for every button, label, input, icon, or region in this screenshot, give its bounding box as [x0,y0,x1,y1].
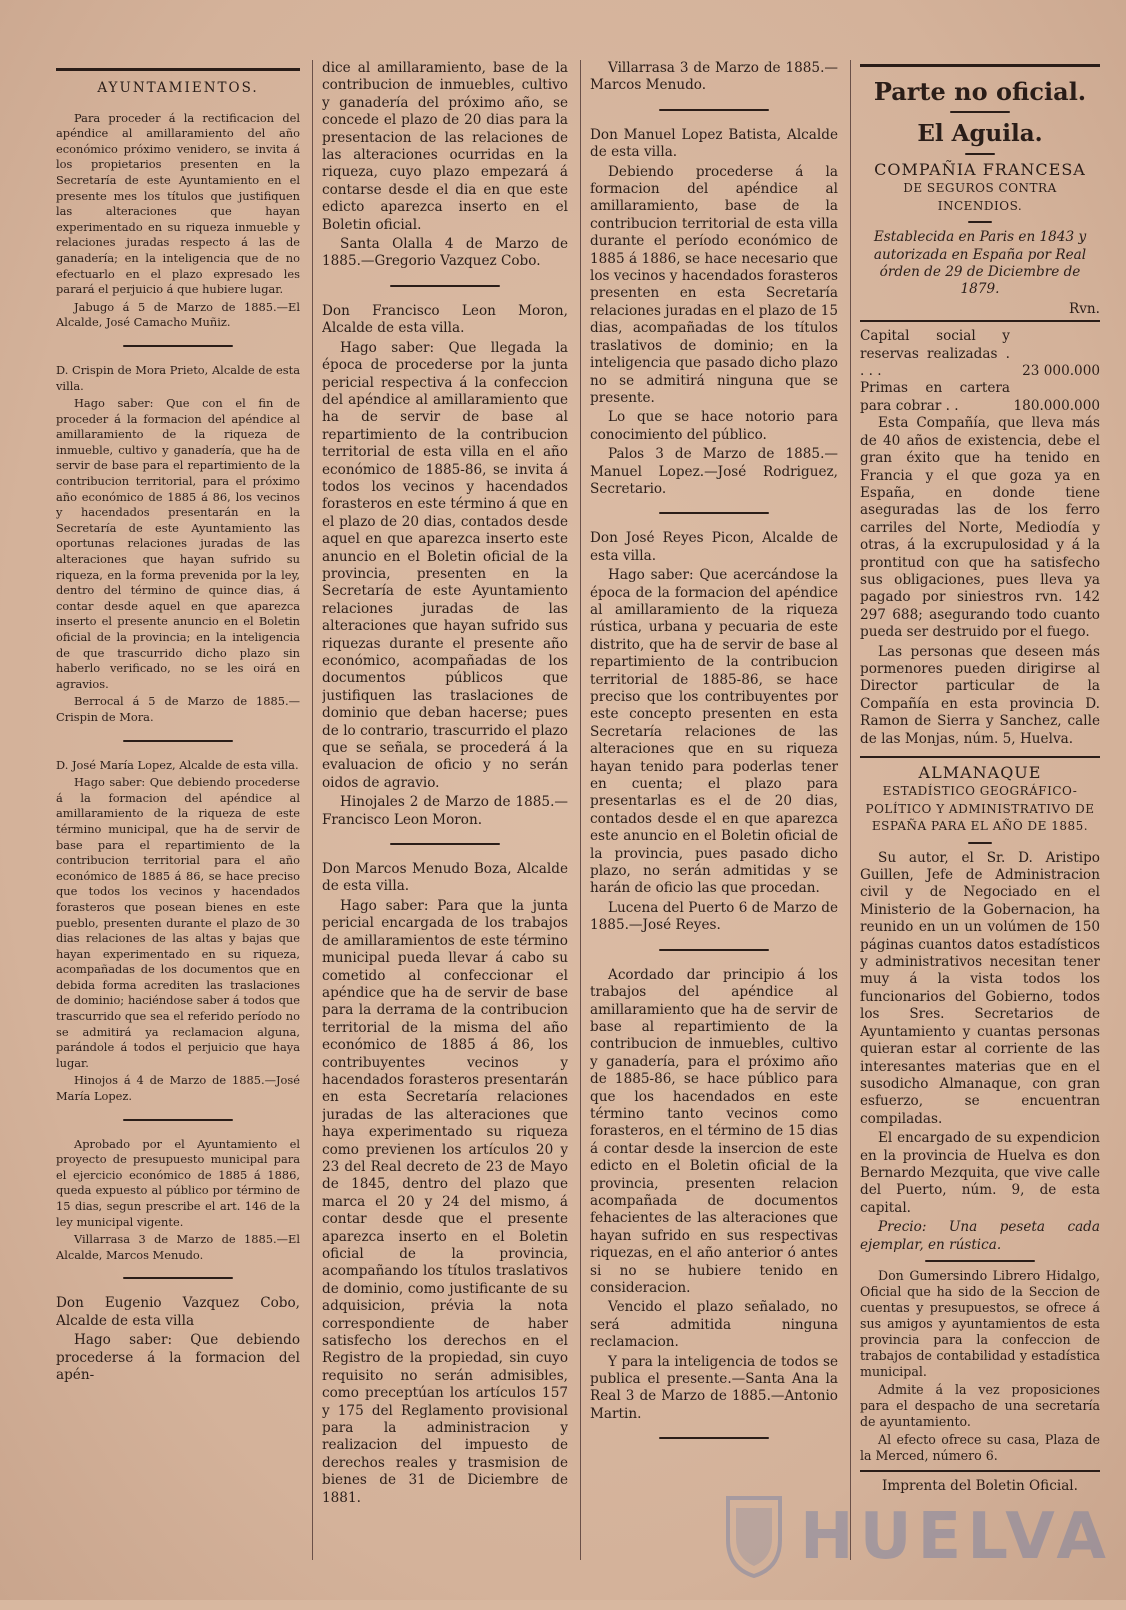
section-heading: AYUNTAMIENTOS. [97,80,259,96]
separator [968,842,992,844]
notice-villarrasa-signature: Villarrasa 3 de Marzo de 1885.—Marcos Menudo. [590,60,838,94]
separator [123,1277,233,1279]
separator [659,109,769,111]
separator [123,740,233,742]
almanac-title: ALMANAQUE [918,763,1042,782]
separator [968,221,992,223]
notice-hinojos: D. José María Lopez, Alcalde de esta villa. Hago saber: Que debiendo procederse á la formacion del apéndice al amillaramiento de la riqueza de este término municipal, que ha de servir de base para el repartimiento de la contribucion territorial para el año económico de 1885 á 86, se hace preciso que todos los vecinos y hacendados forasteros que posean bienes en este pueblo, presenten durante el plazo de 30 dias relaciones de las altas y bajas que hayan experimentado en su riqueza, acompañadas de los documentos que en debida forma acrediten las traslaciones de dominio; haciéndose saber á todos que trascurrido que sea el referido período no se admitirá ya reclamacion alguna, parándole á todos el perjuicio que haya lugar. Hinojos á 4 de Marzo de 1885.—José María Lopez. [56,757,300,1104]
notice-hinojales: Don Francisco Leon Moron, Alcalde de esta villa. Hago saber: Que llegada la época de procederse por la junta pericial respectiva á la confeccion del apéndice al amillaramiento que ha de servir de base al repartimiento de la contribucion territorial de esta villa en el año económico de 1885-86, se invita á todos los vecinos y hacendados forasteros en este término á que en el plazo de 20 dias, contados desde aquel en que aparezca inserto este anuncio en el Boletin oficial de la provincia, presenten en la Secretaría de este Ayuntamiento relaciones juradas de las alteraciones que hayan sufrido sus riquezas durante el presente año económico, acompañadas de los documentos públicos que justifiquen las traslaciones de dominio que deban hacerse; pues de lo contrario, trascurrido el plazo que se señala, se procederá á la evaluacion de oficio y no serán oidos de agravio. Hinojales 2 de Marzo de 1885.—Francisco Leon Moron. [322,302,568,828]
notice-santa-olalla-start: Don Eugenio Vazquez Cobo, Alcalde de esta villa Hago saber: Que debiendo procederse á la formacion del apén- [56,1295,300,1383]
notice-santa-olalla-end: dice al amillaramiento, base de la contribucion de inmuebles, cultivo y ganadería del próximo año, se concede el plazo de 20 dias para la presentacion de las relaciones de las alteraciones ocurridas en la riqueza, cuyo plazo empezará á contarse desde el dia en que este edicto aparezca inserto en el Boletin oficial. Santa Olalla 4 de Marzo de 1885.—Gregorio Vazquez Cobo. [322,60,568,270]
notice-palos: Don Manuel Lopez Batista, Alcalde de esta villa. Debiendo procederse á la formacion del apéndice al amillaramiento, base de la contribucion territorial de esta villa durante el período económico de 1885 á 1886, se hace necesario que los vecinos y hacendados forasteros presenten en esta Secretaría relaciones juradas en el plazo de 15 dias, acompañadas de los títulos traslativos de dominio; en la inteligencia que pasado dicho plazo no se admitirá ninguna que se presente. Lo que se hace notorio para conocimiento del público. Palos 3 de Marzo de 1885.—Manuel Lopez.—José Rodriguez, Secretario. [590,126,838,497]
column-divider [312,60,313,1560]
column-divider [580,60,581,1560]
separator [965,153,995,155]
notice-villarrasa-budget: Aprobado por el Ayuntamiento el proyecto de presupuesto municipal para el ejercicio económico de 1885 á 1886, queda expuesto al público por término de 15 dias, segun prescribe el art. 146 de la ley municipal vigente. Villarrasa 3 de Marzo de 1885.—El Alcalde, Marcos Menudo. [56,1136,300,1262]
almanac-subtitle: ESTADÍSTICO GEOGRÁFICO-POLÍTICO Y ADMINISTRATIVO DE ESPAÑA PARA EL AÑO DE 1885. [865,784,1095,834]
company-established: Establecida en Paris en 1843 y autorizada en España por Real órden de 29 de Diciembre de 1879. [873,229,1087,298]
separator [659,512,769,514]
separator [123,1119,233,1121]
separator [659,1437,769,1439]
rule [860,756,1100,758]
section-title: Parte no oficial. [873,77,1087,106]
currency-label: Rvn. [1069,300,1100,317]
rule [860,320,1100,322]
column-2 [322,60,568,1580]
capital-row: Capital social y reservas realizadas . . . . 23 000.000 [860,328,1100,380]
crest-stamp-icon [722,1488,786,1578]
column-1 [56,60,300,1580]
advert-title: El Aguila. [917,120,1043,147]
separator [659,949,769,951]
separator [390,285,500,287]
top-rule [860,64,1100,67]
librero-notice: Don Gumersindo Librero Hidalgo, Oficial que ha sido de la Seccion de cuentas y presupuestos, se ofrece á sus amigos y ayuntamientos de esta provincia para la confeccion de trabajos de contabilidad y estadística municipal. Admite á la vez proposiciones para el despacho de una secretaría de ayuntamiento. Al efecto ofrece su casa, Plaza de la Merced, número 6. [860,1267,1100,1463]
column-divider [850,60,851,1560]
separator [950,111,1010,113]
company-name: COMPAÑIA FRANCESA [874,160,1086,179]
rule [860,1470,1100,1472]
notice-santa-ana: Acordado dar principio á los trabajos del apéndice al amillaramiento que ha de servir de base al repartimiento de la contribucion de inmuebles, cultivo y ganadería, para el próximo año de 1885-86, se hace público para que los hacendados en este término tanto vecinos como forasteros, en el término de 15 dias á contar desde la insercion de este edicto en el Boletin oficial de la provincia, presenten relacion acompañada de documentos fehacientes de las alteraciones que hayan sufrido en sus respectivas riquezas, en el año anterior ó antes si no se hubiere tenido en consideracion. Vencido el plazo señalado, no será admitida ninguna reclamacion. Y para la inteligencia de todos se publica el presente.—Santa Ana la Real 3 de Marzo de 1885.—Antonio Martin. [590,966,838,1422]
notice-villarrasa: Don Marcos Menudo Boza, Alcalde de esta villa. Hago saber: Para que la junta pericial encargada de los trabajos de amillaramientos de este término municipal pueda llevar á cabo su cometido al confeccionar el apéndice que ha de servir de base para la derrama de la contribucion territorial de la misma del año económico de 1885 á 86, los contribuyentes vecinos y hacendados forasteros presentarán en esta Secretaría relaciones juradas de las alteraciones que haya experimentado su riqueza como previenen los artículos 20 y 23 del Real decreto de 23 de Mayo de 1845, dentro del plazo que marca el 20 y 24 del mismo, á contar desde que el presente aparezca inserto en el Boletin oficial de la provincia, acompañando los títulos traslativos de dominio, como justificante de su adquisicion, prévia la nota correspondiente de haber satisfecho los derechos en el Registro de la propiedad, sin cuyo requisito no serán admisibles, como preceptúan los artículos 157 y 175 del Reglamento provisional para la administracion y realizacion del impuesto de derechos reales y trasmision de bienes de 31 de Diciembre de 1881. [322,861,568,1506]
column-3 [590,60,838,1580]
separator [390,843,500,845]
huelva-stamp: HUELVA [800,1500,1112,1574]
company-subtitle: DE SEGUROS CONTRA INCENDIOS. [903,181,1057,213]
column-4: Parte no oficial. El Aguila. COMPAÑIA FRANCESA DE SEGUROS CONTRA INCENDIOS. Establecida en Paris en 1843 y autorizada en España por Real órden de 29 de Diciembre de 1879. Rvn. Capital social y reservas realizadas . . . . 23 000.000 Primas en cartera para cobrar . . 180.000.000 Esta Compañía, que lleva más de 40 años de existencia, debe el gran éxito que ha tenido en Francia y el que goza ya en España, en donde tiene aseguradas las de los ferro carriles del Norte, Mediodía y otras, á la excrupulosidad y á la prontitud con que ha satisfecho sus obligaciones, pues lleva ya pagado por siniestros rvn. 142 297 688; asegurando todo cuanto pueda ser destruido por el fuego. Las personas que deseen más pormenores pueden dirigirse al Director particular de la Compañía en esta provincia D. Ramon de Sierra y Sanchez, calle de las Monjas, núm. 5, Huelva. ALMANAQUE ESTADÍSTICO GEOGRÁFICO-POLÍTICO Y ADMINISTRATIVO DE ESPAÑA PARA EL AÑO DE 1885. Su autor, el Sr. D. Aristipo Guillen, Jefe de Administracion civil y de Negociado en el Ministerio de la Gobernacion, ha reunido en un un volúmen de 150 páginas cuantos datos estadísticos y administrativos necesitan tener muy á la vista todos los funcionarios del Gobierno, todos los Sres. Secretarios de Ayuntamiento y cuantas personas quieran estar al corriente de las interesantes materias que en el susodicho Almanaque, con gran esfuerzo, se encuentran compiladas. El encargado de su expendicion en la provincia de Huelva es don Bernardo Mezquita, que vive calle del Puerto, núm. 9, de esta capital. Precio: Una peseta cada ejemplar, en rústica. Don Gumersindo Librero Hidalgo, Oficial que ha sido de la Seccion de cuentas y presupuestos, se ofrece á sus amigos y ayuntamientos de esta provincia para la confeccion de trabajos de contabilidad y estadística municipal. Admite á la vez proposiciones para el despacho de una secretaría de ayuntamiento. Al efecto ofrece su casa, Plaza de la Merced, número 6. Imprenta del Boletin Oficial. [860,60,1100,1580]
notice-lucena: Don José Reyes Picon, Alcalde de esta villa. Hago saber: Que acercándose la época de la formacion del apéndice al amillaramiento de la riqueza rústica, urbana y pecuaria de este distrito, que ha de servir de base al repartimiento de la contribucion territorial de 1885-86, se hace preciso que los contribuyentes por este concepto presenten en esta Secretaría relaciones de las alteraciones que en su riqueza hayan tenido para poderlas tener en cuenta; el plazo para presentarlas es el de 20 dias, contados desde el en que aparezca este anuncio en el Boletin oficial de la provincia, pues pasado dicho plazo, no serán admitidas y se harán de oficio las que procedan. Lucena del Puerto 6 de Marzo de 1885.—José Reyes. [590,530,838,934]
notice-jabugo: Para proceder á la rectificacion del apéndice al amillaramiento del año económico próximo venidero, se invita á los propietarios presenten en la Secretaría de este Ayuntamiento en el presente mes los títulos que justifiquen las alteraciones que hayan experimentado en su riqueza inmueble y relaciones juradas respecto á las de ganadería; en la inteligencia que de no efectuarlo en el plazo expresado les parará el perjuicio á que hubiere lugar. Jabugo á 5 de Marzo de 1885.—El Alcalde, José Camacho Muñiz. [56,110,300,330]
notice-berrocal: D. Crispin de Mora Prieto, Alcalde de esta villa. Hago saber: Que con el fin de proceder á la formacion del apéndice al amillaramiento de la riqueza de inmueble, cultivo y ganadería, que ha de servir de base para el repartimiento de la contribucion territorial, para el próximo año económico de 1885 á 86, los vecinos y hacendados presentarán en la Secretaría de este Ayuntamiento las oportunas relaciones juradas de las alteraciones que hayan sufrido su riqueza, en la forma prevenida por la ley, dentro del término de quince dias, á contar desde aquel en que aparezca inserto el presente anuncio en el Boletin oficial de la provincia; en la inteligencia de que trascurrido dicho plazo sin haberlo verificado, no se les oirá en agravios. Berrocal á 5 de Marzo de 1885.—Crispin de Mora. [56,362,300,724]
top-rule [56,68,300,71]
separator [925,1260,1035,1262]
separator [123,345,233,347]
primas-row: Primas en cartera para cobrar . . 180.000.000 [860,380,1100,414]
imprint: Imprenta del Boletin Oficial. [882,1477,1078,1494]
